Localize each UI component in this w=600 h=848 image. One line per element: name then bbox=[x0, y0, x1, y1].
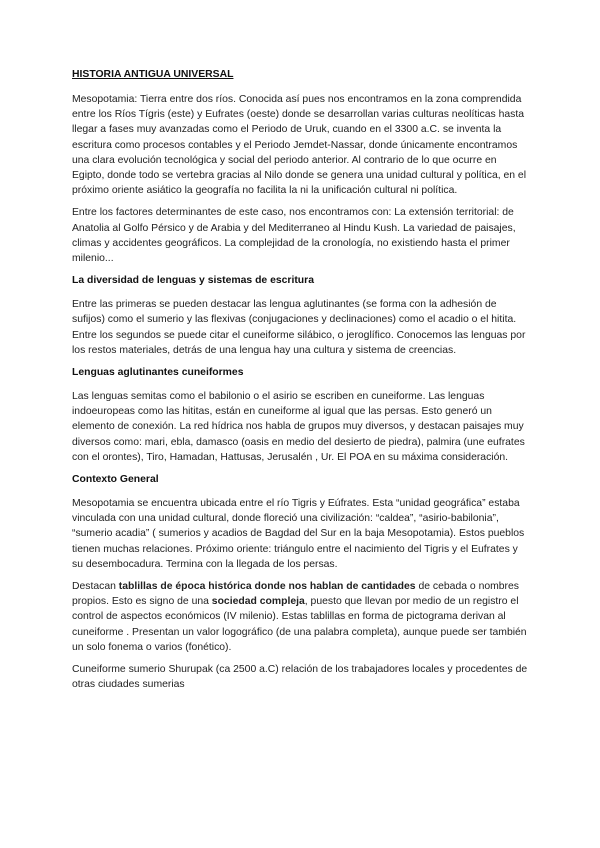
tablillas-text-c: de cebada o nombres propios. Esto es signo de una bbox=[72, 581, 519, 608]
paragraph-lenguas: Entre las primeras se pueden destacar las lengua aglutinantes (se forma con la adhesión de sufijos) como el sumerio y las flexivas (conjugaciones y declinaciones) como el acadio o el hitita. Entre los segundos se puede citar el cuneiforme silábico, o jeroglífico. Conocemos las lenguas por los restos materiales, detrás de una lengua hay una cultura y sistema de creencias. bbox=[72, 299, 526, 356]
paragraph-factores: Entre los factores determinantes de este caso, nos encontramos con: La extensión territorial: de Anatolia al Golfo Pérsico y de Arabia y del Mediterraneo al Hindu Kush. La variedad de paisajes, climas y accidentes geográficos. La complejidad de la cronología, no existiendo hasta el primer milenio... bbox=[72, 207, 516, 265]
paragraph-tablillas bbox=[72, 579, 528, 655]
paragraph-contexto: Mesopotamia se encuentra ubicada entre el río Tigris y Eúfrates. Esta “unidad geográfica” estaba vinculada con una unidad cultural, donde floreció una civilización: “caldea”, “asirio-babilonia”, “sumerio acadia” ( sumerios y acadios de Bagdad del Sur en la baja Mesopotamia). Estos pueblos tienen muchas relaciones. Próximo oriente: triángulo entre el nacimiento del Tigris y el Eufrates y su desembocadura. Termina con la llegada de los persas. bbox=[72, 498, 525, 570]
paragraph-lenguas-semitas: Las lenguas semitas como el babilonio o el asirio se escriben en cuneiforme. Las lenguas indoeuropeas como las hititas, están en cuneiforme al igual que las persas. Esto generó un elemento de conexión. La red hídrica nos habla de grupos muy diversos, y destacan paisajes muy diversos como: mari, ebla, damasco (oasis en medio del desierto de piedra), palmira (une eufrates con el orontes), Tiro, Hamadan, Hattusas, Jerusalén , Ur. El POA en su máxima consideración. bbox=[72, 391, 525, 463]
document-title: HISTORIA ANTIGUA UNIVERSAL bbox=[72, 69, 234, 80]
paragraph-shurupak: Cuneiforme sumerio Shurupak (ca 2500 a.C) relación de los trabajadores locales y procedentes de otras ciudades sumerias bbox=[72, 664, 528, 691]
heading-lenguas-aglutinantes: Lenguas aglutinantes cuneiformes bbox=[72, 367, 244, 379]
sociedad-compleja-bold: sociedad compleja bbox=[211, 596, 305, 608]
tablillas-bold-phrase: tablillas de época histórica donde nos hablan de cantidades bbox=[118, 581, 416, 593]
heading-contexto-general: Contexto General bbox=[72, 474, 159, 486]
paragraph-mesopotamia-intro: Mesopotamia: Tierra entre dos ríos. Conocida así pues nos encontramos en la zona comprendida entre los Ríos Tígris (este) y Eufrates (oeste) donde se desarrollan varias culturas neolíticas hasta llegar a fases muy avanzadas como el Periodo de Uruk, cuando en el 3300 a.C. se inventa la escritura como procesos contables y el Periodo Jemdet-Nassar, donde únicamente encontramos una clara evolución tecnológica y social del periodo anterior. Al contrario de lo que ocurre en Egipto, donde todo se vertebra gracias al Nilo donde se genera una unidad cultural y política, en el próximo oriente asiático la geografía no facilita la ni la unificación cultural ni política. bbox=[72, 94, 527, 197]
heading-diversidad-lenguas: La diversidad de lenguas y sistemas de escritura bbox=[72, 275, 314, 287]
tablillas-text-a: Destacan bbox=[72, 581, 119, 593]
tablillas-text-e: , puesto que llevan por medio de un registro el control de aspectos económicos (IV milenio). Estas tablillas en forma de pictograma derivan al cuneiforme . Presentan un valor logográfico (de una palabra completa), aunque puede ser también un solo fonema o varios (fonético). bbox=[72, 596, 527, 653]
